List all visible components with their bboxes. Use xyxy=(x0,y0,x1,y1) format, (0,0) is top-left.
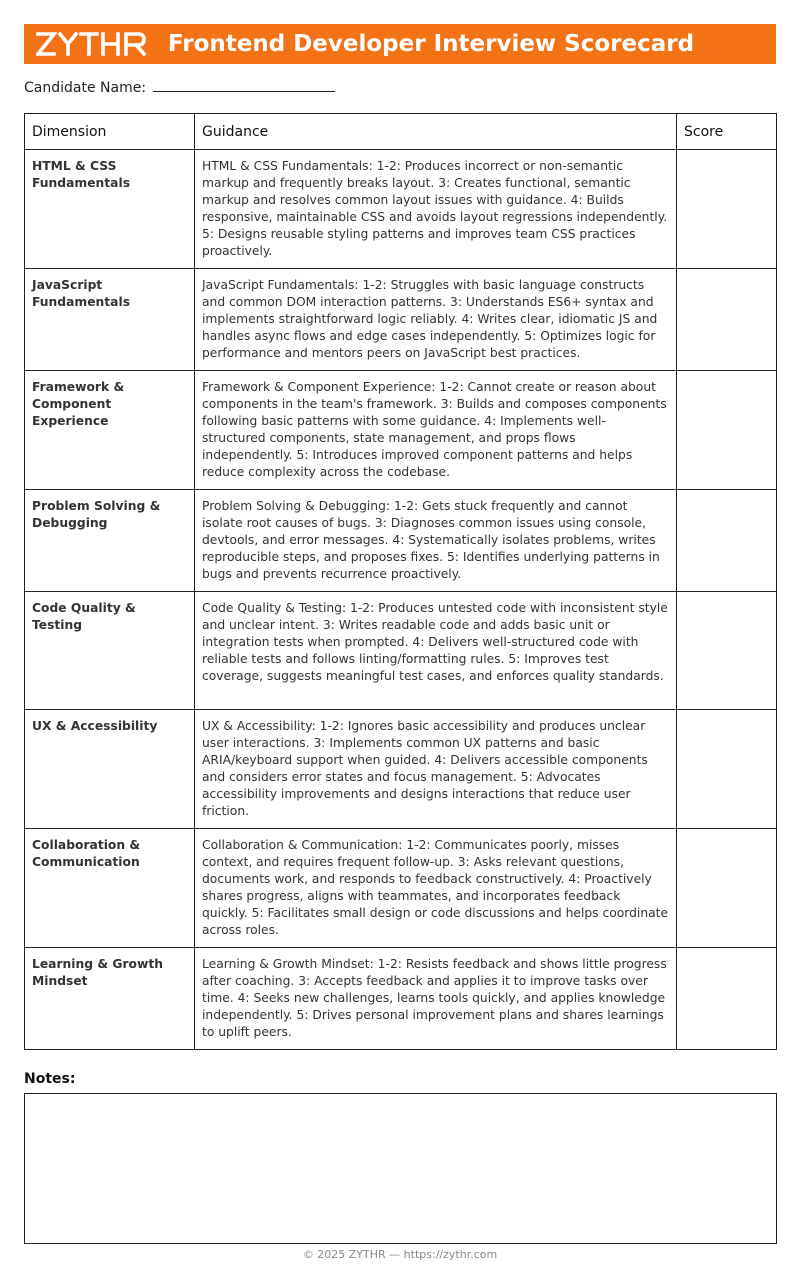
table-row xyxy=(25,150,777,269)
dimension-cell: Learning & Growth Mindset xyxy=(25,948,195,1050)
column-header-guidance: Guidance xyxy=(195,114,677,150)
notes-label: Notes: xyxy=(24,1071,76,1087)
dimension-cell: UX & Accessibility xyxy=(25,710,195,829)
guidance-cell: HTML & CSS Fundamentals: 1-2: Produces incorrect or non-semantic markup and frequently breaks layout. 3: Creates functional, semantic markup and resolves common layout issues with guidance. 4: Builds responsive, maintainable CSS and avoids layout regressions independently. 5: Designs reusable styling patterns and improves team CSS practices proactively. xyxy=(195,150,677,269)
candidate-name-line[interactable] xyxy=(153,77,335,92)
score-cell[interactable] xyxy=(677,829,777,948)
table-row xyxy=(25,592,777,710)
zythr-logo xyxy=(36,31,148,57)
dimension-cell: Code Quality & Testing xyxy=(25,592,195,710)
table-row xyxy=(25,829,777,948)
guidance-cell: JavaScript Fundamentals: 1-2: Struggles with basic language constructs and common DOM interaction patterns. 3: Understands ES6+ syntax and implements straightforward logic reliably. 4: Writes clear, idiomatic JS and handles async flows and edge cases independently. 5: Optimizes logic for performance and mentors peers on JavaScript best practices. xyxy=(195,269,677,371)
guidance-cell: Code Quality & Testing: 1-2: Produces untested code with inconsistent style and unclear intent. 3: Writes readable code and adds basic unit or integration tests when prompted. 4: Delivers well-structured code with reliable tests and follows linting/formatting rules. 5: Improves test coverage, suggests meaningful test cases, and enforces quality standards. xyxy=(195,592,677,710)
column-header-score: Score xyxy=(677,114,777,150)
table-header-row xyxy=(25,114,777,150)
guidance-cell: Problem Solving & Debugging: 1-2: Gets stuck frequently and cannot isolate root causes of bugs. 3: Diagnoses common issues using console, devtools, and error messages. 4: Systematically isolates problems, writes reproducible steps, and proposes fixes. 5: Identifies underlying patterns in bugs and prevents recurrence proactively. xyxy=(195,490,677,592)
page-title: Frontend Developer Interview Scorecard xyxy=(168,31,695,57)
table-row xyxy=(25,269,777,371)
header-banner xyxy=(24,24,776,64)
dimension-cell: Problem Solving & Debugging xyxy=(25,490,195,592)
score-cell[interactable] xyxy=(677,371,777,490)
table-row xyxy=(25,490,777,592)
table-row xyxy=(25,710,777,829)
dimension-cell: Collaboration & Communication xyxy=(25,829,195,948)
score-cell[interactable] xyxy=(677,592,777,710)
score-cell[interactable] xyxy=(677,710,777,829)
score-cell[interactable] xyxy=(677,150,777,269)
score-cell[interactable] xyxy=(677,269,777,371)
notes-box[interactable] xyxy=(24,1093,777,1244)
column-header-dimension: Dimension xyxy=(25,114,195,150)
table-row xyxy=(25,948,777,1050)
dimension-cell: Framework & Component Experience xyxy=(25,371,195,490)
dimension-cell: JavaScript Fundamentals xyxy=(25,269,195,371)
guidance-cell: Collaboration & Communication: 1-2: Communicates poorly, misses context, and requires frequent follow-up. 3: Asks relevant questions, documents work, and responds to feedback constructively. 4: Proactively shares progress, aligns with teammates, and incorporates feedback quickly. 5: Facilitates small design or code discussions and helps coordinate across roles. xyxy=(195,829,677,948)
candidate-name-label: Candidate Name: xyxy=(24,80,147,96)
dimension-cell: HTML & CSS Fundamentals xyxy=(25,150,195,269)
score-cell[interactable] xyxy=(677,948,777,1050)
guidance-cell: UX & Accessibility: 1-2: Ignores basic accessibility and produces unclear user interactions. 3: Implements common UX patterns and basic ARIA/keyboard support when guided. 4: Delivers accessible components and considers error states and focus management. 5: Advocates accessibility improvements and designs interactions that reduce user friction. xyxy=(195,710,677,829)
guidance-cell: Learning & Growth Mindset: 1-2: Resists feedback and shows little progress after coaching. 3: Accepts feedback and applies it to improve tasks over time. 4: Seeks new challenges, learns tools quickly, and applies knowledge independently. 5: Drives personal improvement plans and shares learnings to uplift peers. xyxy=(195,948,677,1050)
guidance-cell: Framework & Component Experience: 1-2: Cannot create or reason about components in the team's framework. 3: Builds and composes components following basic patterns with some guidance. 4: Implements well-structured components, state management, and props flows independently. 5: Introduces improved component patterns and helps reduce complexity across the codebase. xyxy=(195,371,677,490)
scorecard-table xyxy=(24,113,777,1050)
footer-copyright: © 2025 ZYTHR — https://zythr.com xyxy=(302,1248,498,1261)
candidate-name-field xyxy=(24,77,335,96)
score-cell[interactable] xyxy=(677,490,777,592)
table-row xyxy=(25,371,777,490)
